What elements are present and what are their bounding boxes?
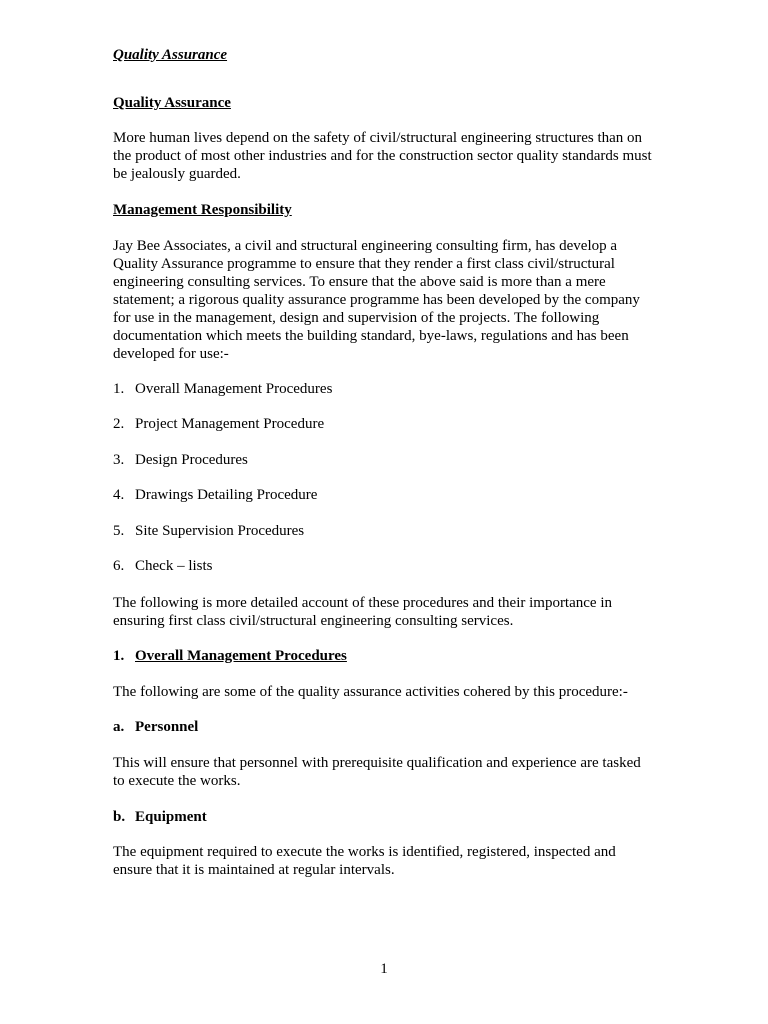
subsection-label: Equipment	[135, 809, 207, 825]
management-line: Jay Bee Associates, a civil and structural engineering consulting firm, has develop a	[113, 238, 618, 254]
following-line: ensuring first class civil/structural engineering consulting services.	[113, 613, 514, 629]
subsection-a-line: to execute the works.	[113, 773, 241, 789]
list-label: Overall Management Procedures	[135, 381, 333, 397]
list-number: 2.	[113, 416, 125, 432]
section-heading-label: Overall Management Procedures	[135, 648, 347, 664]
intro-line: More human lives depend on the safety of civil/structural engineering structures than on	[113, 130, 643, 146]
section-number: 1.	[113, 648, 125, 664]
procedure-list-item	[113, 415, 324, 433]
subsection-b-line: ensure that it is maintained at regular intervals.	[113, 862, 395, 878]
management-line: statement; a rigorous quality assurance programme has been developed by the company	[113, 292, 640, 308]
following-paragraph	[113, 594, 658, 630]
procedure-list-item	[113, 451, 248, 469]
subsection-b-heading	[113, 808, 207, 826]
section-1-heading	[113, 647, 347, 665]
list-label: Design Procedures	[135, 452, 248, 468]
management-heading: Management Responsibility	[113, 202, 292, 218]
management-paragraph	[113, 237, 658, 363]
list-number: 4.	[113, 487, 125, 503]
subsection-letter: a.	[113, 719, 125, 735]
procedure-list-item	[113, 522, 304, 540]
section-title: Quality Assurance	[113, 95, 231, 111]
management-line: engineering consulting services. To ensure that the above said is more than a mere	[113, 274, 606, 290]
list-label: Check – lists	[135, 558, 213, 574]
procedure-list-item	[113, 486, 317, 504]
header-title: Quality Assurance	[113, 47, 228, 63]
list-number: 5.	[113, 523, 125, 539]
management-line: documentation which meets the building standard, bye-laws, regulations and has been	[113, 328, 629, 344]
management-line: Quality Assurance programme to ensure that they render a first class civil/structural	[113, 256, 615, 272]
list-label: Site Supervision Procedures	[135, 523, 305, 539]
subsection-a-paragraph	[113, 754, 658, 790]
management-line: for use in the management, design and supervision of the projects. The following	[113, 310, 600, 326]
management-line: developed for use:-	[113, 346, 229, 362]
subsection-b-line: The equipment required to execute the works is identified, registered, inspected and	[113, 844, 616, 860]
subsection-a-heading	[113, 718, 198, 736]
list-number: 1.	[113, 381, 125, 397]
section-1-intro: The following are some of the quality assurance activities cohered by this procedure:-	[113, 684, 628, 700]
intro-line: be jealously guarded.	[113, 166, 241, 182]
list-number: 3.	[113, 452, 125, 468]
intro-line: the product of most other industries and for the construction sector quality standards must	[113, 148, 652, 164]
subsection-label: Personnel	[135, 719, 199, 735]
list-label: Drawings Detailing Procedure	[135, 487, 318, 503]
intro-paragraph	[113, 129, 658, 183]
procedure-list-item	[113, 557, 213, 575]
page-number: 1	[380, 961, 388, 977]
following-line: The following is more detailed account of these procedures and their importance in	[113, 595, 612, 611]
procedure-list-item	[113, 380, 332, 398]
list-number: 6.	[113, 558, 125, 574]
list-label: Project Management Procedure	[135, 416, 325, 432]
subsection-a-line: This will ensure that personnel with prerequisite qualification and experience are tasked	[113, 755, 641, 771]
subsection-letter: b.	[113, 809, 126, 825]
subsection-b-paragraph	[113, 843, 658, 879]
